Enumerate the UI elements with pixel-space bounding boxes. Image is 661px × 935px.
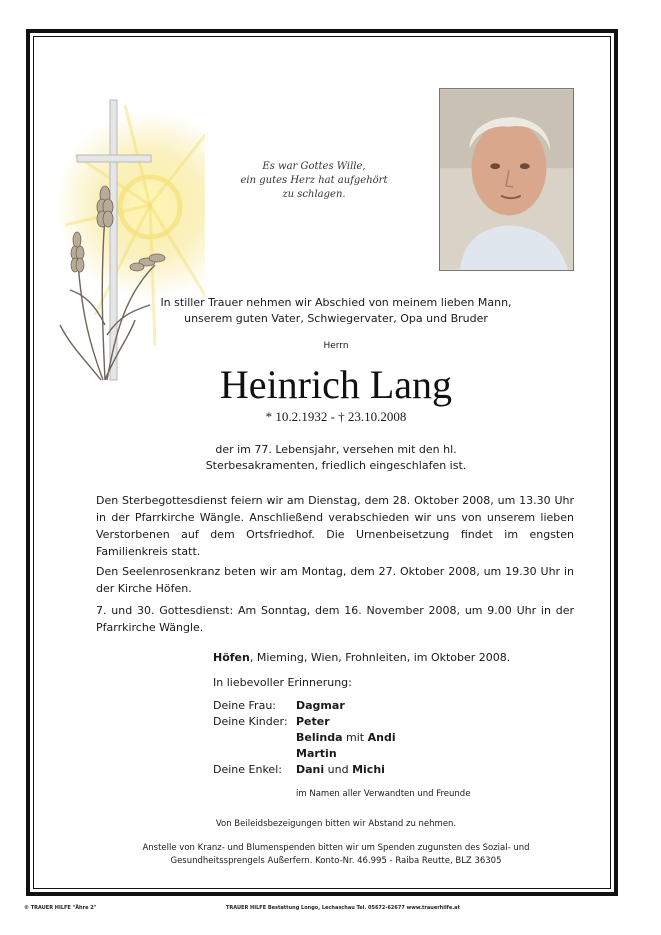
- quote-block: [236, 160, 392, 202]
- wife-label: Deine Frau:: [213, 699, 276, 712]
- place-name: Höfen: [213, 651, 250, 664]
- family-list: [213, 698, 396, 778]
- quote-line: zu schlagen.: [282, 189, 346, 200]
- intro-text: [96, 295, 576, 327]
- grandchildren-label: Deine Enkel:: [213, 763, 282, 776]
- rosary-paragraph: Den Seelenrosenkranz beten wir am Montag, dem 27. Oktober 2008, um 19.30 Uhr in der Kirche Höfen.: [96, 565, 574, 595]
- age-info-line: der im 77. Lebensjahr, versehen mit den hl.: [215, 443, 457, 456]
- child-name: Belinda: [296, 731, 343, 744]
- with-word: mit: [346, 731, 365, 744]
- footer-copyright: © TRAUER HILFE "Ähre 2": [24, 905, 97, 911]
- wife-name: Dagmar: [296, 699, 345, 712]
- portrait-photo: [439, 88, 574, 271]
- footer-publisher: TRAUER HILFE Bestattung Longo, Lechaschau Tel. 05672-62677 www.trauerhilfe.at: [226, 905, 460, 911]
- place-date-rest: , Mieming, Wien, Frohnleiten, im Oktober 2008.: [249, 651, 511, 664]
- child-name: Peter: [296, 715, 330, 728]
- family-row-children: [213, 730, 396, 746]
- mass-paragraph: 7. und 30. Gottesdienst: Am Sonntag, dem 16. November 2008, um 9.00 Uhr in der Pfarrkirche Wängle.: [96, 604, 574, 634]
- family-row-grandchildren: [213, 762, 396, 778]
- intro-line: unserem guten Vater, Schwiegervater, Opa und Bruder: [184, 312, 488, 325]
- and-word: und: [327, 763, 349, 776]
- family-row-children: [213, 746, 396, 762]
- deceased-name: Heinrich Lang: [219, 362, 453, 407]
- family-row-children: [213, 714, 396, 730]
- age-info: [96, 442, 576, 474]
- intro-line: In stiller Trauer nehmen wir Abschied von meinem lieben Mann,: [160, 296, 512, 309]
- grandchild-name: Dani: [296, 763, 325, 776]
- donation-line: Anstelle von Kranz- und Blumenspenden bitten wir um Spenden zugunsten des Sozial- und: [142, 843, 530, 853]
- condolence-notice: Von Beileidsbezeigungen bitten wir Abstand zu nehmen.: [215, 819, 457, 829]
- child-name: Martin: [296, 747, 337, 760]
- relatives-line: im Namen aller Verwandten und Freunde: [296, 789, 471, 799]
- salutation: Herrn: [323, 341, 349, 351]
- service-paragraph: Den Sterbegottesdienst feiern wir am Dienstag, dem 28. Oktober 2008, um 13.30 Uhr in der Pfarrkirche Wängle. Anschließend verabschieden wir uns von unserem lieben Verstorbenen auf dem Ortsfriedhof. Die Urnenbeisetzung findet im engsten Familienkreis statt.: [96, 494, 574, 558]
- quote-line: Es war Gottes Wille,: [262, 161, 366, 172]
- place-date: [213, 650, 510, 666]
- family-row-wife: [213, 698, 396, 714]
- grandchild-name: Michi: [352, 763, 385, 776]
- donation-line: Gesundheitssprengels Außerfern. Konto-Nr. 46.995 - Raiba Reutte, BLZ 36305: [170, 856, 502, 866]
- portrait-image: [440, 89, 573, 270]
- remembrance-heading: In liebevoller Erinnerung:: [213, 676, 352, 689]
- partner-name: Andi: [367, 731, 396, 744]
- children-label: Deine Kinder:: [213, 715, 288, 728]
- age-info-line: Sterbesakramenten, friedlich eingeschlafen ist.: [205, 459, 467, 472]
- donation-notice: [96, 842, 576, 868]
- life-dates: * 10.2.1932 - † 23.10.2008: [265, 409, 407, 424]
- quote-line: ein gutes Herz hat aufgehört: [240, 175, 388, 186]
